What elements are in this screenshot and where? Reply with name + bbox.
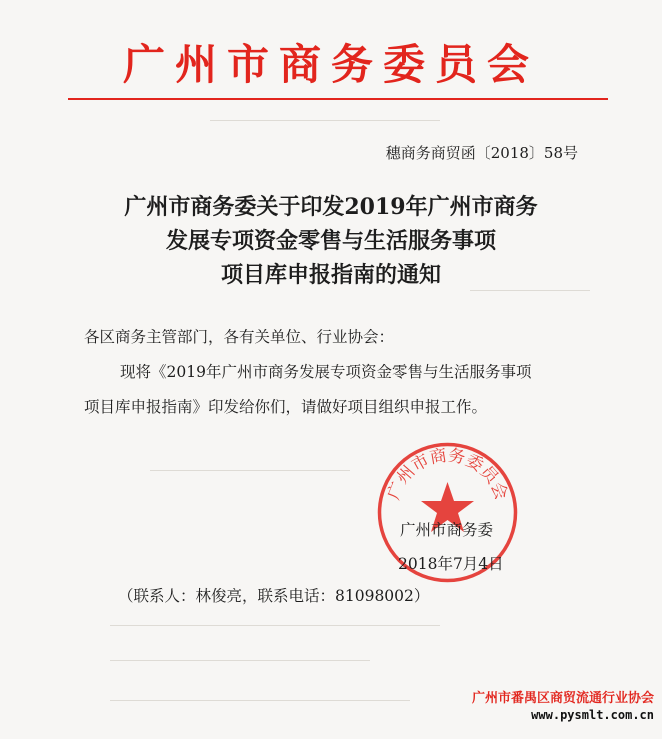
issuer-header: 广州市商务委员会 [122,40,539,89]
watermark-url: www.pysmlt.com.cn [531,708,654,722]
title-line: 广州市商务委关于印发2019年广州市商务 [124,194,538,220]
title-line: 发展专项资金零售与生活服务事项 [165,228,496,254]
bleed-through-line [150,470,350,471]
watermark-name: 广州市番禺区商贸流通行业协会 [471,691,654,706]
signature-date: 2018年7月4日 [398,555,504,573]
document-number: 穗商务商贸函〔2018〕58号 [385,144,578,162]
body-paragraph-line: 现将《2019年广州市商务发展专项资金零售与生活服务事项 [120,363,532,381]
signature-org: 广州市商务委 [400,521,494,539]
document-title [0,190,662,292]
body-paragraph-line: 项目库申报指南》印发给你们，请做好项目组织申报工作。 [84,398,488,416]
header-red-rule [68,98,608,100]
seal-text: 广州市商务委员会 [383,445,512,503]
bleed-through-line [110,660,370,661]
title-line: 项目库申报指南的通知 [220,262,441,288]
bleed-through-line [210,120,440,121]
contact-line: （联系人：林俊亮，联系电话：81098002） [118,587,430,605]
salutation: 各区商务主管部门，各有关单位、行业协会： [84,328,395,346]
bleed-through-line [110,700,410,701]
bleed-through-line [110,625,440,626]
